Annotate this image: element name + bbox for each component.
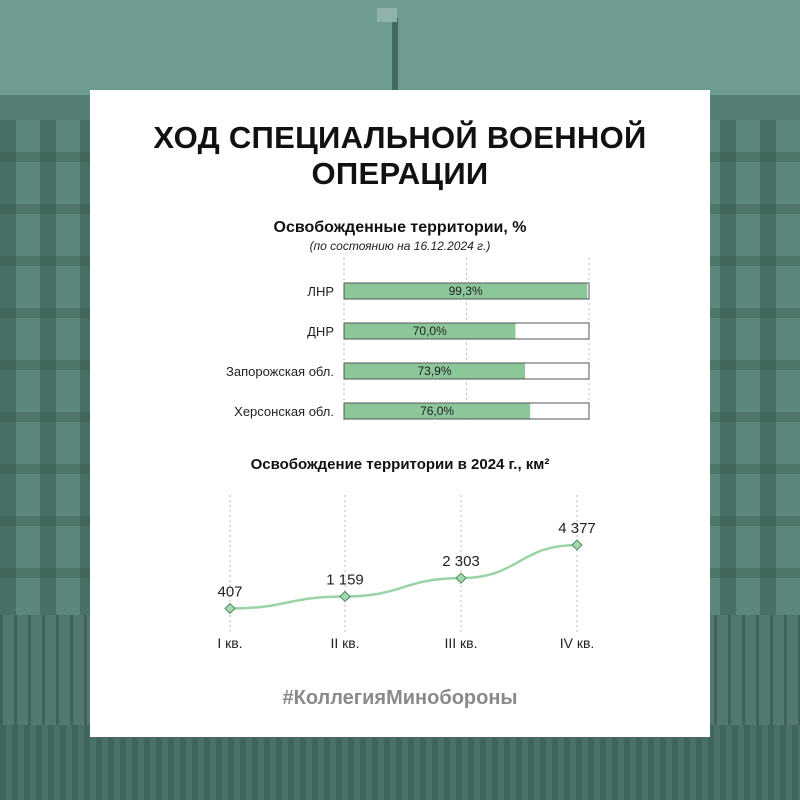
line-chart-title: Освобождение территории в 2024 г., км²: [250, 456, 550, 473]
line-value-label: 1 159: [326, 571, 364, 589]
background-spire: [392, 18, 398, 100]
line-category-label: III кв.: [444, 635, 478, 651]
bar-value-label: 99,3%: [448, 284, 483, 298]
line-value-label: 4 377: [558, 520, 596, 537]
background-flag: [377, 8, 397, 22]
page-title-line-2: ОПЕРАЦИИ: [311, 156, 489, 191]
bar-category-label: ДНР: [307, 324, 334, 339]
bar-category-label: Запорожская обл.: [225, 364, 334, 379]
bar-value-label: 70,0%: [412, 324, 447, 338]
bar-chart-title: Освобожденные территории, %: [273, 219, 527, 236]
hashtag-footer: #КоллегияМинобороны: [282, 687, 518, 709]
bar-chart-subtitle: (по состоянию на 16.12.2024 г.): [309, 239, 491, 253]
infographic-card: [90, 90, 710, 737]
line-category-label: II кв.: [330, 635, 360, 651]
page-title-line-1: ХОД СПЕЦИАЛЬНОЙ ВОЕННОЙ: [153, 120, 647, 155]
bar-category-label: ЛНР: [307, 284, 334, 299]
line-value-label: 407: [217, 583, 243, 601]
charts-canvas: [90, 90, 710, 737]
line-value-label: 2 303: [442, 553, 480, 571]
line-category-label: I кв.: [217, 635, 243, 651]
line-point-marker: [456, 573, 466, 583]
bar-value-label: 76,0%: [420, 404, 455, 418]
line-point-marker: [225, 604, 235, 614]
line-point-marker: [572, 540, 582, 550]
line-series-path: [230, 545, 577, 608]
bar-category-label: Херсонская обл.: [234, 404, 334, 419]
line-point-marker: [340, 592, 350, 602]
bar-value-label: 73,9%: [417, 364, 452, 378]
line-category-label: IV кв.: [559, 635, 595, 651]
